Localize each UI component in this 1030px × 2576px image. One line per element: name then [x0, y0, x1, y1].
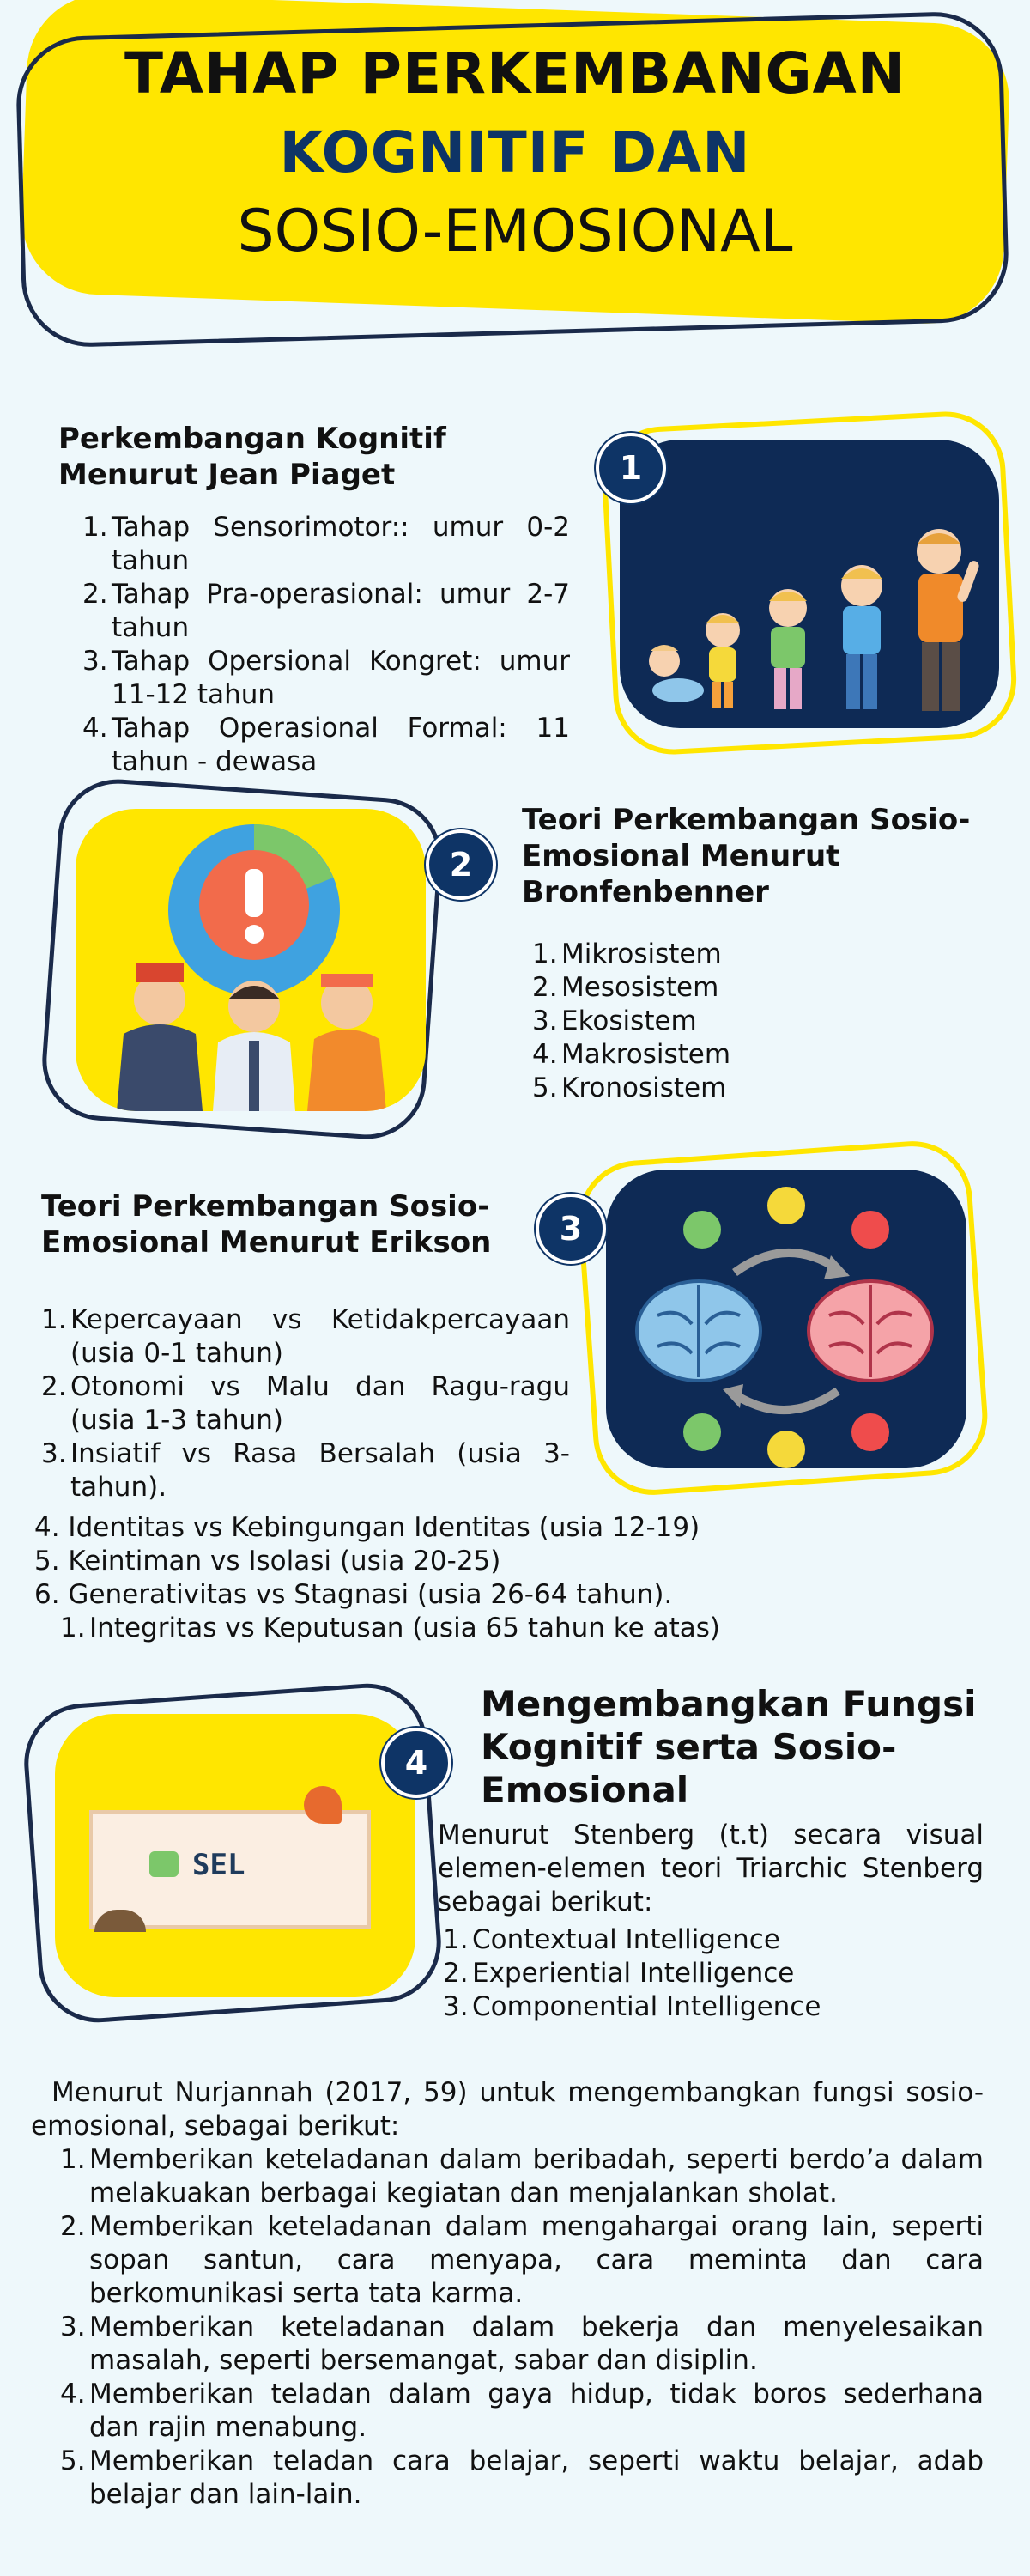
bird-icon [304, 1786, 342, 1824]
list-item: 5. Keintiman vs Isolasi (usia 20-25) [34, 1546, 501, 1577]
list-item: 3. Ekosistem [532, 1005, 697, 1036]
people-alert-illustration [76, 809, 426, 1111]
list-item: 4. Makrosistem [532, 1039, 731, 1070]
list-item: 2. Otonomi vs Malu dan Ragu-ragu (usia 1-3 tahun) [41, 1371, 570, 1436]
section2-list [532, 938, 876, 1105]
list-item: 1. Contextual Intelligence [443, 1924, 780, 1955]
header-line-2: KOGNITIF DAN [279, 119, 751, 185]
section4-title: Mengembangkan Fungsi Kognitif serta Sosio-Emosional [481, 1683, 977, 1811]
brain-emotions-illustration [606, 1170, 966, 1468]
list-item: 2. Tahap Pra-operasional: umur 2-7 tahun [82, 579, 570, 643]
list-item: 4. Tahap Operasional Formal: 11 tahun - dewasa [82, 713, 570, 777]
sel-banner-illustration [55, 1714, 415, 1997]
sel-label: SEL [192, 1848, 245, 1882]
section1-number-badge: 1 [596, 433, 666, 503]
list-item: 2. Experiential Intelligence [443, 1958, 795, 1989]
header-line-3: SOSIO-EMOSIONAL [237, 197, 793, 265]
section3-list-continued [34, 1511, 978, 1645]
list-item: 1. Tahap Sensorimotor:: umur 0-2 tahun [82, 512, 570, 576]
list-item: 3. Tahap Opersional Kongret: umur 11-12 tahun [82, 646, 570, 710]
list-item: 3. Memberikan keteladanan dalam bekerja dan menyelesaikan masalah, seperti bersemangat, sabar dan disiplin. [60, 2312, 984, 2376]
section3-list [41, 1303, 570, 1504]
section3-title: Teori Perkembangan Sosio-Emosional Menurut Erikson [41, 1189, 492, 1260]
list-item: 1. Kepercayaan vs Ketidakpercayaan (usia 0-1 tahun) [41, 1304, 570, 1369]
list-item: 4. Memberikan teladan dalam gaya hidup, tidak boros sederhana dan rajin menabung. [60, 2379, 984, 2443]
section2-number-badge: 2 [426, 829, 496, 900]
list-item: 1. Integritas vs Keputusan (usia 65 tahun ke atas) [60, 1613, 720, 1643]
brain-emotions-icon [606, 1170, 966, 1468]
list-item: 5. Kronosistem [532, 1072, 727, 1103]
header-title [52, 34, 978, 271]
header-line-1: TAHAP PERKEMBANGAN [124, 40, 906, 106]
section4-number-badge: 4 [381, 1728, 451, 1798]
children-growth-illustration [620, 440, 999, 728]
section4-list [443, 1923, 924, 2024]
section2-title: Teori Perkembangan Sosio-Emosional Menurut Bronfenbenner [522, 803, 971, 909]
list-item: 1. Mikrosistem [532, 939, 722, 969]
section3-number-badge: 3 [536, 1194, 606, 1264]
alert-people-icon [76, 809, 426, 1111]
list-item: 2. Mesosistem [532, 972, 719, 1003]
section1-list [82, 511, 570, 779]
section1-title: Perkembangan Kognitif Menurut Jean Piaget [58, 422, 446, 492]
list-item: 3. Componential Intelligence [443, 1991, 821, 2022]
list-item: 2. Memberikan keteladanan dalam mengahargai orang lain, seperti sopan santun, cara menyapa, cara meminta dan cara berkomunikasi serta tata karma. [60, 2211, 984, 2309]
section4-intro: Menurut Stenberg (t.t) secara visual elemen-elemen teori Triarchic Stenberg sebagai berikut: [438, 1820, 984, 1917]
list-item: 5. Memberikan teladan cara belajar, seperti waktu belajar, adab belajar dan lain-lain. [60, 2445, 984, 2510]
list-item: 6. Generativitas vs Stagnasi (usia 26-64 tahun). [34, 1579, 673, 1610]
list-item: 4. Identitas vs Kebingungan Identitas (usia 12-19) [34, 1512, 700, 1543]
children-growth-icon [620, 440, 999, 728]
section5-intro: Menurut Nurjannah (2017, 59) untuk mengembangkan fungsi sosio-emosional, sebagai berikut: [31, 2077, 984, 2142]
section5-list [60, 2143, 984, 2512]
list-item: 3. Insiatif vs Rasa Bersalah (usia 3-tahun). [41, 1438, 570, 1503]
list-item: 1. Memberikan keteladanan dalam beribadah, seperti berdo’a dalam melakuakan berbagai kegiatan dan menjalankan sholat. [60, 2144, 984, 2208]
chat-bubble-icon [149, 1851, 179, 1877]
